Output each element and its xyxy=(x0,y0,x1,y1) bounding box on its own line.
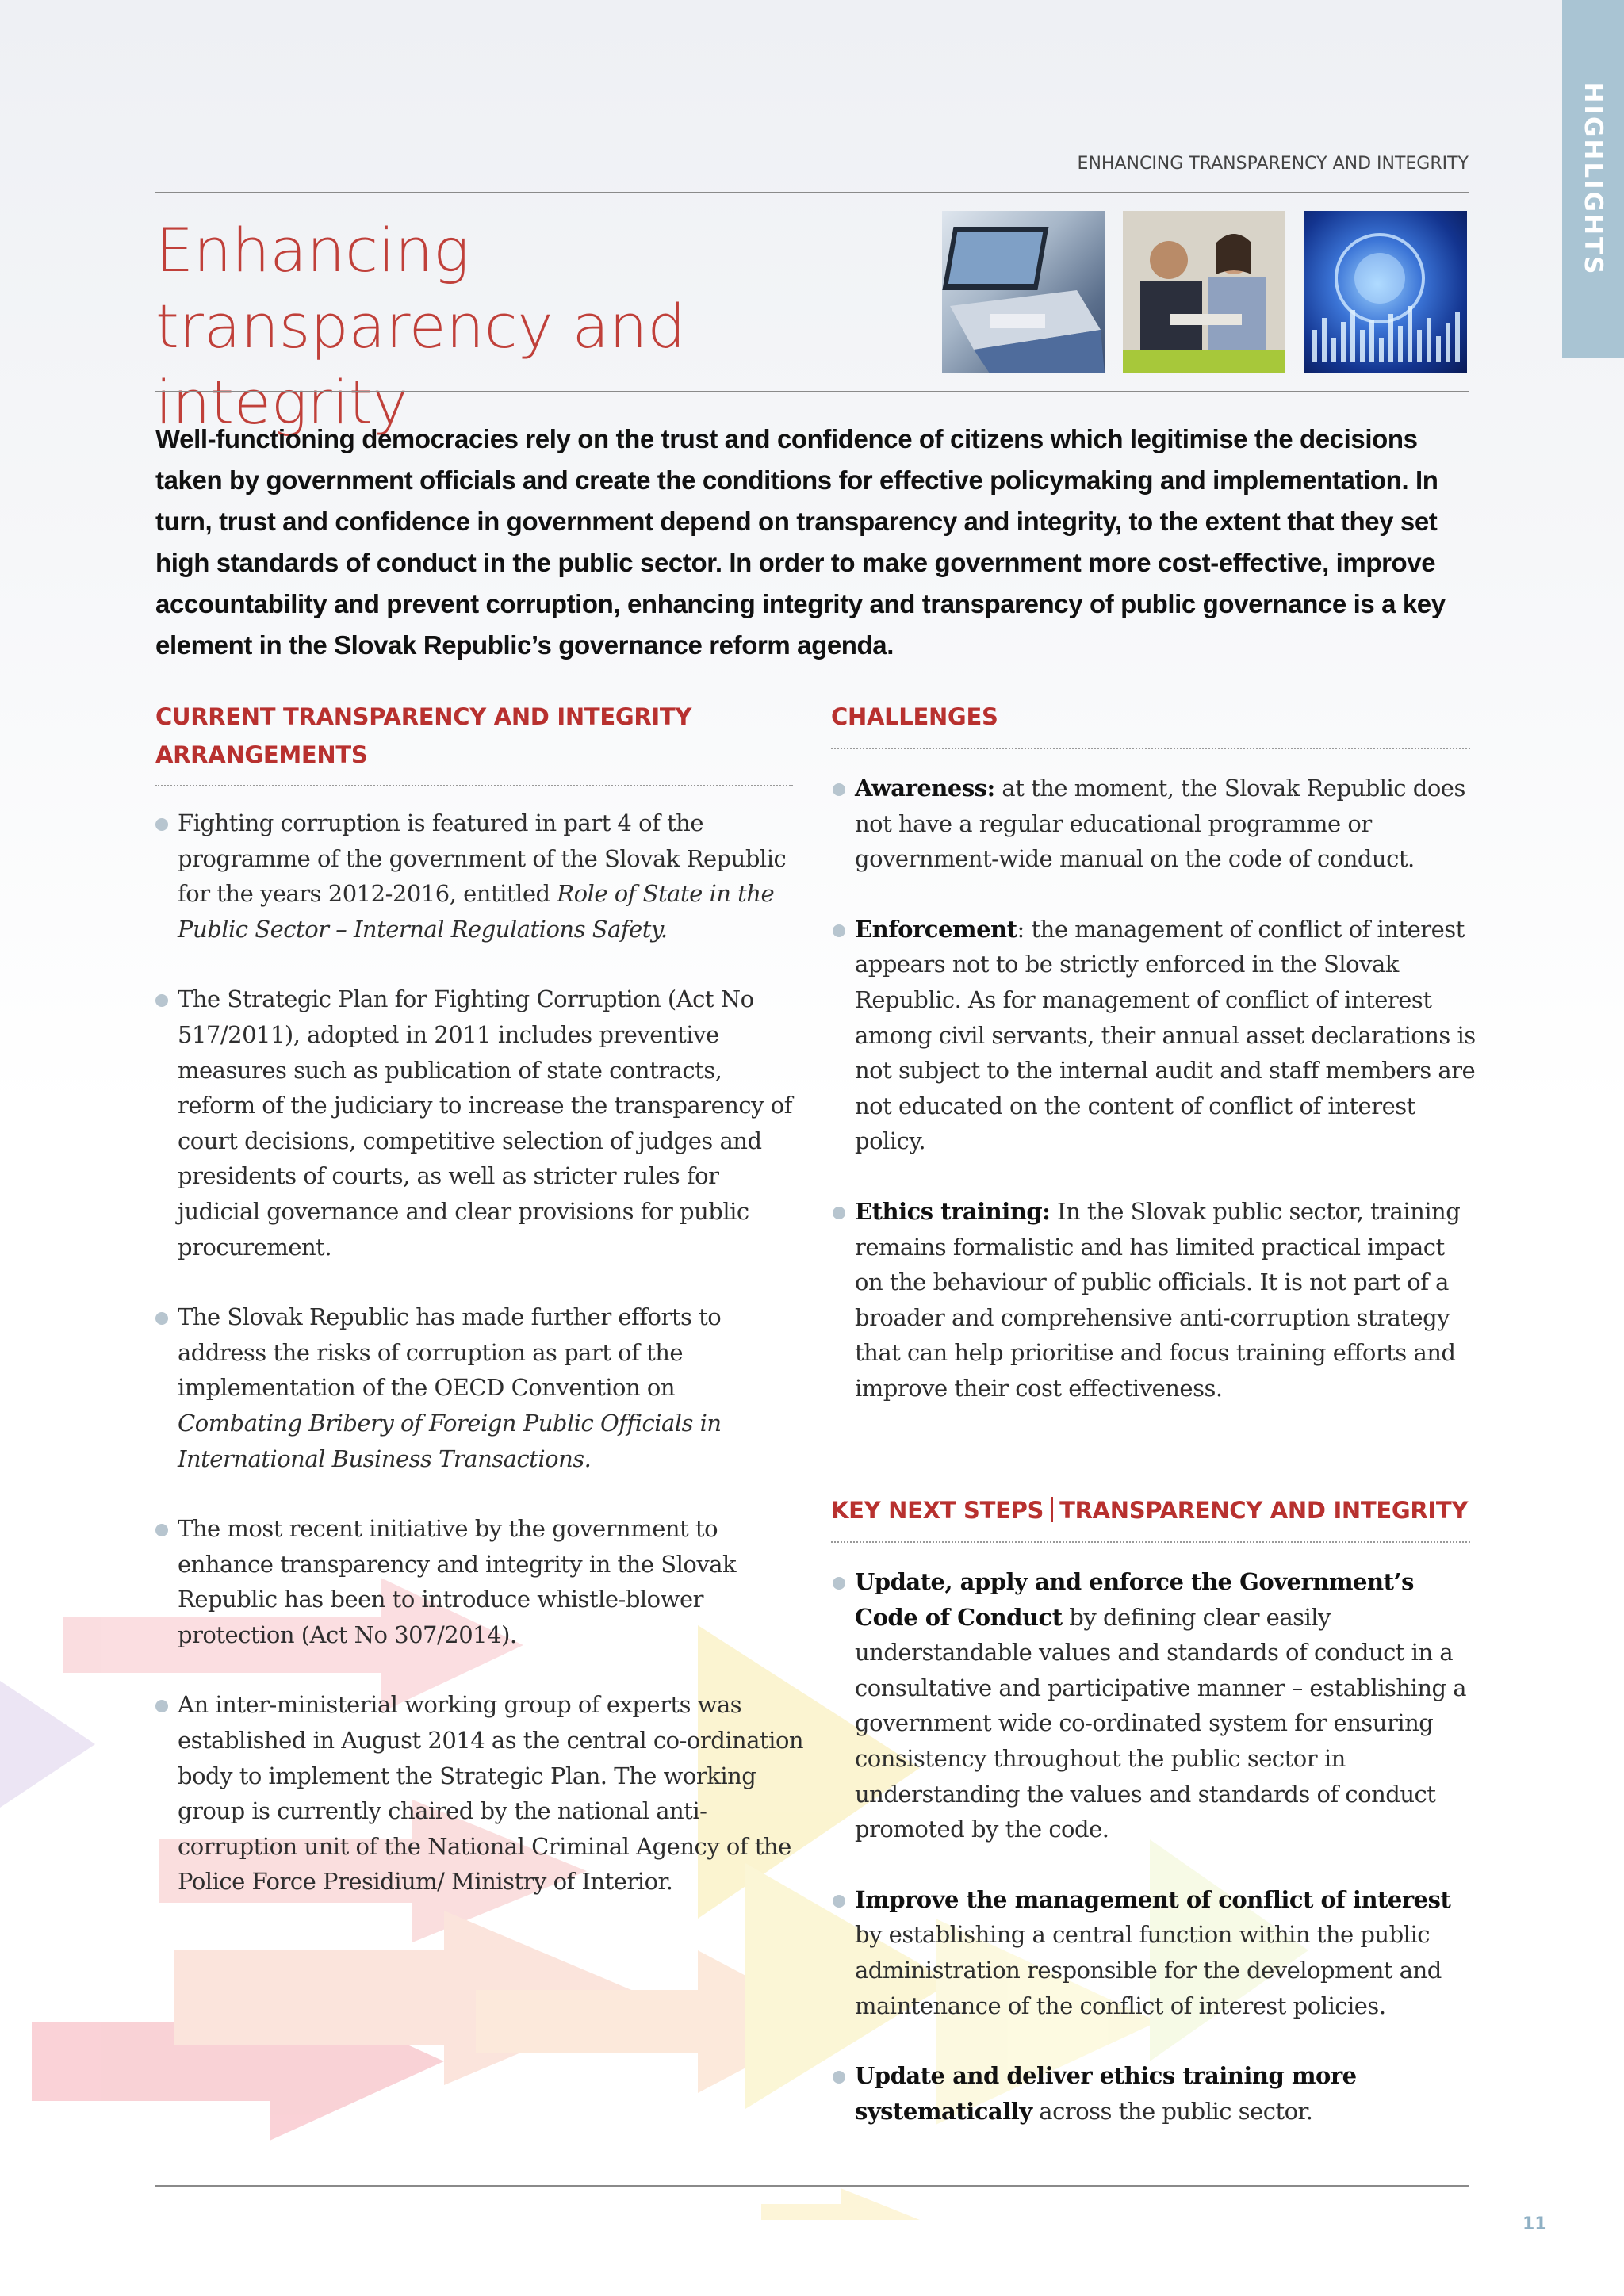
page-number: 11 xyxy=(1522,2214,1547,2234)
next-steps-dotted-rule xyxy=(831,1541,1470,1543)
bullet-dot-icon xyxy=(155,818,168,831)
bullet-dot-icon xyxy=(833,2071,845,2084)
top-rule xyxy=(155,192,1469,193)
list-item: The Slovak Republic has made further efforts to address the risks of corruption as part of the implementation of the OECD Convention on Combating Bribery of Foreign Public Officials in International Business Transactions. xyxy=(155,1299,806,1476)
bullet-dot-icon xyxy=(833,1895,845,1908)
bullet-dot-icon xyxy=(833,1577,845,1590)
list-item: The Strategic Plan for Fighting Corruption (Act No 517/2011), adopted in 2011 includes preventive measures such as publication of state contracts, reform of the judiciary to increase the transparency of court decisions, competitive selection of judges and presidents of courts, as well as stricter rules for judicial governance and clear provisions for public procurement. xyxy=(155,982,806,1265)
running-head: ENHANCING TRANSPARENCY AND INTEGRITY xyxy=(1077,154,1469,174)
current-arrangements-list xyxy=(155,806,806,1900)
list-item: Update, apply and enforce the Government’s Code of Conduct by defining clear easily understandable values and standards of conduct in a consultative and participative manner – establishing a government wide co-ordinated system for ensuring consistency throughout the public sector in understanding the values and standards of conduct promoted by the code. xyxy=(833,1564,1477,1847)
intro-paragraph: Well-functioning democracies rely on the trust and confidence of citizens which legitimise the decisions taken by government officials and create the conditions for effective policymaking and implementation. In turn, trust and confidence in government depend on transparency and integrity, to the extent that they set high standards of conduct in the public sector. In order to make government more cost-effective, improve accountability and prevent corruption, enhancing integrity and transparency of public governance is a key element in the Slovak Republic’s governance reform agenda. xyxy=(155,424,1446,660)
list-item: The most recent initiative by the government to enhance transparency and integrity in the Slovak Republic has been to introduce whistle-blower protection (Act No 307/2014). xyxy=(155,1511,806,1652)
bullet-dot-icon xyxy=(155,1700,168,1712)
bullet-dot-icon xyxy=(833,924,845,937)
bullet-dot-icon xyxy=(155,1312,168,1325)
list-item: Fighting corruption is featured in part 4 of the programme of the government of the Slovak Republic for the years 2012-2016, entitled Role of State in the Public Sector – Internal Regulations Safety. xyxy=(155,806,806,947)
challenges-heading: CHALLENGES xyxy=(831,703,998,730)
page-title: Enhancing transparency and integrity xyxy=(155,215,686,438)
challenges-list xyxy=(833,771,1477,1406)
data-graphic-photo xyxy=(1304,211,1467,373)
side-tab-label: HIGHLIGHTS xyxy=(1579,82,1607,277)
key-next-steps-list xyxy=(833,1564,1477,2129)
list-item: Improve the management of conflict of interest by establishing a central function within the public administration responsible for the development and maintenance of the conflict of interest policies. xyxy=(833,1882,1477,2023)
side-tab xyxy=(1562,0,1624,358)
current-arrangements-heading: CURRENT TRANSPARENCY AND INTEGRITY ARRANGEMENTS xyxy=(155,703,692,768)
title-rule xyxy=(155,391,1469,392)
bullet-dot-icon xyxy=(833,1207,845,1219)
footer-rule xyxy=(155,2185,1469,2187)
left-dotted-rule xyxy=(155,785,793,786)
list-item: Awareness: at the moment, the Slovak Republic does not have a regular educational programme or government-wide manual on the code of conduct. xyxy=(833,771,1477,877)
heading-separator xyxy=(1051,1497,1053,1522)
bullet-dot-icon xyxy=(155,1524,168,1536)
laptop-photo xyxy=(942,211,1105,373)
challenges-dotted-rule xyxy=(831,748,1470,749)
list-item: An inter-ministerial working group of experts was established in August 2014 as the central co-ordination body to implement the Strategic Plan. The working group is currently chaired by the national anti-corruption unit of the National Criminal Agency of the Police Force Presidium/ Ministry of Interior. xyxy=(155,1687,806,1900)
list-item: Enforcement: the management of conflict of interest appears not to be strictly enforced in the Slovak Republic. As for management of conflict of interest among civil servants, their annual asset declarations is not subject to the internal audit and staff members are not educated on the content of conflict of interest policy. xyxy=(833,912,1477,1159)
meeting-photo xyxy=(1123,211,1285,373)
list-item: Update and deliver ethics training more systematically across the public sector. xyxy=(833,2058,1477,2129)
list-item: Ethics training: In the Slovak public sector, training remains formalistic and has limited practical impact on the behaviour of public officials. It is not part of a broader and comprehensive anti-corruption strategy that can help prioritise and focus training efforts and improve their cost effectiveness. xyxy=(833,1194,1477,1406)
bullet-dot-icon xyxy=(833,783,845,796)
bullet-dot-icon xyxy=(155,994,168,1007)
key-next-steps-heading: KEY NEXT STEPS TRANSPARENCY AND INTEGRITY xyxy=(831,1497,1469,1524)
